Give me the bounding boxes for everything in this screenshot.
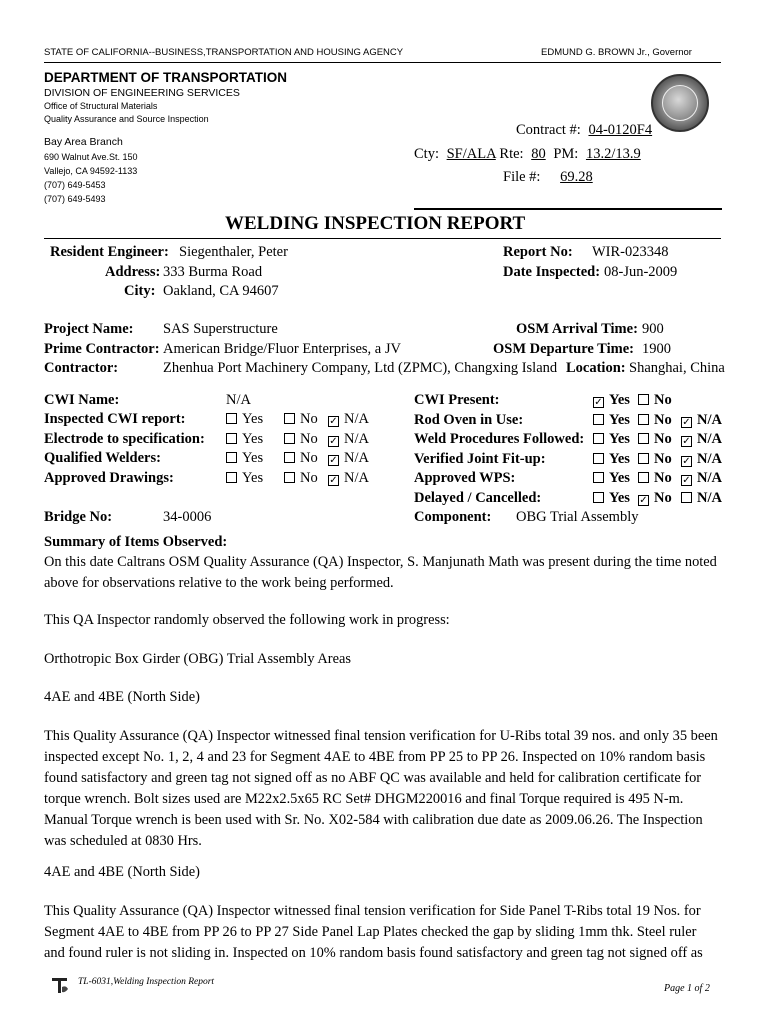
left-row-yes-checkbox[interactable] bbox=[226, 452, 237, 463]
right-row-yes-checkbox[interactable]: ✓ bbox=[594, 397, 603, 408]
office-name: Office of Structural Materials bbox=[44, 101, 158, 111]
report-title: WELDING INSPECTION REPORT bbox=[225, 213, 526, 234]
right-row-label: Weld Procedures Followed: bbox=[414, 431, 585, 447]
cty-label: Cty: bbox=[414, 146, 439, 162]
right-row-no-checkbox[interactable]: ✓ bbox=[639, 494, 648, 506]
right-row-yes-label: Yes bbox=[609, 489, 630, 506]
file-value: 69.28 bbox=[560, 169, 593, 185]
right-row-na-label: N/A bbox=[697, 489, 722, 506]
component-value: OBG Trial Assembly bbox=[516, 509, 639, 525]
division-name: DIVISION OF ENGINEERING SERVICES bbox=[44, 87, 240, 99]
rte-value: 80 bbox=[531, 146, 546, 162]
right-row-yes-label: Yes bbox=[609, 411, 630, 428]
left-row-yes-option[interactable] bbox=[226, 411, 263, 428]
left-row-no-option[interactable] bbox=[284, 450, 318, 467]
right-row-no-label: No bbox=[654, 470, 672, 486]
address-value: 333 Burma Road bbox=[163, 264, 263, 280]
date-inspected-value: 08-Jun-2009 bbox=[604, 264, 678, 280]
right-row-na-checkbox[interactable] bbox=[681, 492, 692, 503]
pm-label: PM: bbox=[553, 146, 579, 162]
contract-value: 04-0120F4 bbox=[588, 122, 653, 138]
bridge-no-label: Bridge No: bbox=[44, 509, 113, 525]
city-label: City: bbox=[124, 283, 156, 299]
right-row-no-label: No bbox=[654, 489, 672, 506]
summary-paragraph-4: 4AE and 4BE (North Side) bbox=[44, 689, 200, 705]
resident-engineer-value: Siegenthaler, Peter bbox=[179, 244, 288, 260]
right-row-no-checkbox[interactable] bbox=[638, 453, 649, 464]
right-row-na-checkbox[interactable]: ✓ bbox=[682, 416, 691, 428]
left-row-na-option[interactable] bbox=[328, 431, 369, 448]
left-row-label: Qualified Welders: bbox=[44, 450, 161, 466]
left-row-no-label: No bbox=[300, 469, 318, 486]
city-value: Oakland, CA 94607 bbox=[163, 283, 279, 299]
component-label: Component: bbox=[414, 509, 492, 525]
left-row-na-label: N/A bbox=[344, 411, 369, 427]
rte-label: Rte: bbox=[499, 146, 524, 162]
right-row-no-label: No bbox=[654, 450, 672, 467]
right-row-na-label: N/A bbox=[697, 411, 722, 428]
right-row-yes-option[interactable] bbox=[593, 412, 630, 429]
left-row-yes-option[interactable] bbox=[226, 450, 263, 467]
location-label: Location: bbox=[566, 360, 626, 376]
summary-paragraph-3: Orthotropic Box Girder (OBG) Trial Assembly Areas bbox=[44, 651, 351, 667]
right-row-yes-option[interactable] bbox=[593, 431, 630, 448]
right-row-na-label: N/A bbox=[697, 450, 722, 467]
project-name-label: Project Name: bbox=[44, 321, 134, 337]
right-row-label: CWI Present: bbox=[414, 392, 500, 408]
right-row-na-option[interactable] bbox=[681, 431, 722, 448]
right-row-no-checkbox[interactable] bbox=[638, 394, 649, 405]
address-label: Address: bbox=[105, 264, 161, 280]
left-row-label: Inspected CWI report: bbox=[44, 411, 186, 427]
cwi-name-label: CWI Name: bbox=[44, 392, 120, 408]
pm-value: 13.2/13.9 bbox=[585, 146, 641, 162]
left-row-na-option[interactable] bbox=[328, 450, 369, 467]
right-row-na-label: N/A bbox=[697, 470, 722, 486]
file-line bbox=[503, 169, 593, 186]
title-rule bbox=[414, 208, 722, 210]
right-row-na-checkbox[interactable]: ✓ bbox=[682, 436, 691, 447]
route-line bbox=[414, 146, 684, 163]
left-row-na-label: N/A bbox=[344, 450, 369, 466]
summary-paragraph-1: On this date Caltrans OSM Quality Assurance (QA) Inspector, S. Manjunath Math was present during the time noted above for observations relative to the work being performed. bbox=[44, 554, 717, 591]
left-row-no-label: No bbox=[300, 450, 318, 466]
caltrans-logo-icon bbox=[50, 975, 70, 995]
right-row-no-option[interactable] bbox=[638, 470, 672, 487]
left-row-yes-label: Yes bbox=[242, 430, 264, 447]
left-row-no-checkbox[interactable] bbox=[284, 433, 295, 444]
qa-name: Quality Assurance and Source Inspection bbox=[44, 114, 209, 124]
right-row-no-checkbox[interactable] bbox=[638, 472, 649, 483]
right-row-na-label: N/A bbox=[697, 431, 722, 447]
contract-label: Contract #: bbox=[516, 122, 581, 138]
right-row-yes-label: Yes bbox=[609, 392, 630, 408]
left-row-no-option[interactable] bbox=[284, 431, 318, 448]
state-seal-icon bbox=[651, 74, 709, 132]
branch-phone1: (707) 649-5453 bbox=[44, 180, 106, 190]
contractor-value: Zhenhua Port Machinery Company, Ltd (ZPMC), Changxing Island bbox=[163, 360, 558, 376]
right-row-yes-checkbox[interactable] bbox=[593, 414, 604, 425]
right-row-yes-option[interactable] bbox=[593, 470, 630, 487]
prime-contractor-value: American Bridge/Fluor Enterprises, a JV bbox=[163, 341, 401, 357]
left-row-yes-option[interactable] bbox=[226, 470, 263, 487]
right-row-label: Rod Oven in Use: bbox=[414, 411, 524, 428]
right-row-no-label: No bbox=[654, 431, 672, 447]
osm-arrival-value: 900 bbox=[642, 321, 664, 337]
osm-arrival-label: OSM Arrival Time: bbox=[516, 321, 638, 337]
left-row-na-option[interactable] bbox=[328, 411, 369, 428]
left-row-yes-label: Yes bbox=[242, 450, 264, 466]
footer-form-name: TL-6031,Welding Inspection Report bbox=[78, 977, 215, 987]
branch-phone2: (707) 649-5493 bbox=[44, 194, 106, 204]
title-underline bbox=[44, 238, 721, 239]
right-row-no-checkbox[interactable] bbox=[638, 414, 649, 425]
right-row-no-label: No bbox=[654, 392, 672, 408]
left-row-no-label: No bbox=[300, 430, 318, 447]
left-row-yes-label: Yes bbox=[242, 411, 264, 427]
footer-page-number: Page 1 of 2 bbox=[664, 983, 710, 994]
summary-paragraph-5: This Quality Assurance (QA) Inspector witnessed final tension verification for U-Ribs total 39 nos. and only 35 been inspected except No. 1, 2, 4 and 23 for Segment 4AE to 4BE from PP 25 to PP 26. Inspected on 10% random basis found satisfactory and green tag not signed off as no ABF QC was available and held for calibration certificate for torque wrench. Bolt sizes used are M22x2.5x65 RC Set# DHGM220016 and final Torque required is 495 N-m. Manual Torque wrench is been used with Sr. No. X02-584 with calibration due date as 2009.06.26. The Inspection was scheduled at 0830 Hrs. bbox=[44, 728, 718, 849]
right-row-yes-option[interactable] bbox=[593, 451, 630, 468]
contractor-label: Contractor: bbox=[44, 360, 119, 376]
left-row-yes-checkbox[interactable] bbox=[226, 433, 237, 444]
osm-departure-value: 1900 bbox=[642, 341, 671, 357]
report-no-label: Report No: bbox=[503, 244, 573, 260]
right-row-yes-option[interactable] bbox=[593, 392, 630, 409]
summary-heading: Summary of Items Observed: bbox=[44, 534, 228, 550]
right-row-no-option[interactable] bbox=[638, 490, 672, 507]
location-value: Shanghai, China bbox=[629, 360, 725, 376]
right-row-no-label: No bbox=[654, 411, 672, 428]
left-row-yes-checkbox[interactable] bbox=[226, 472, 237, 483]
right-row-na-option[interactable] bbox=[681, 470, 722, 487]
right-row-yes-option[interactable] bbox=[593, 490, 630, 507]
right-row-label: Delayed / Cancelled: bbox=[414, 489, 542, 506]
left-row-na-checkbox[interactable]: ✓ bbox=[329, 474, 338, 486]
right-row-yes-label: Yes bbox=[609, 470, 630, 486]
left-row-no-checkbox[interactable] bbox=[284, 472, 295, 483]
right-row-yes-checkbox[interactable] bbox=[593, 453, 604, 464]
left-row-no-checkbox[interactable] bbox=[284, 413, 295, 424]
left-row-yes-checkbox[interactable] bbox=[226, 413, 237, 424]
left-row-na-label: N/A bbox=[344, 430, 369, 447]
contract-line bbox=[516, 122, 652, 139]
project-name-value: SAS Superstructure bbox=[163, 321, 278, 337]
right-row-na-option[interactable] bbox=[681, 412, 722, 429]
left-row-no-option[interactable] bbox=[284, 470, 318, 487]
right-row-na-checkbox[interactable]: ✓ bbox=[682, 475, 691, 486]
prime-contractor-label: Prime Contractor: bbox=[44, 341, 160, 357]
governor-header: EDMUND G. BROWN Jr., Governor bbox=[541, 47, 692, 58]
right-row-no-checkbox[interactable] bbox=[638, 433, 649, 444]
osm-departure-label: OSM Departure Time: bbox=[493, 341, 634, 357]
left-row-no-checkbox[interactable] bbox=[284, 452, 295, 463]
left-row-na-checkbox[interactable]: ✓ bbox=[329, 455, 338, 466]
right-row-na-option[interactable] bbox=[681, 451, 722, 468]
right-row-no-option[interactable] bbox=[638, 451, 672, 468]
right-row-yes-checkbox[interactable] bbox=[593, 433, 604, 444]
branch-address-line1: 690 Walnut Ave.St. 150 bbox=[44, 152, 138, 162]
right-row-no-option[interactable] bbox=[638, 431, 672, 448]
left-row-no-option[interactable] bbox=[284, 411, 318, 428]
left-row-label: Electrode to specification: bbox=[44, 430, 205, 447]
right-row-yes-label: Yes bbox=[609, 450, 630, 467]
left-row-yes-label: Yes bbox=[242, 469, 264, 486]
resident-engineer-label: Resident Engineer: bbox=[50, 244, 169, 260]
right-row-no-option[interactable] bbox=[638, 412, 672, 429]
file-label: File #: bbox=[503, 169, 541, 185]
branch-name: Bay Area Branch bbox=[44, 136, 123, 148]
date-inspected-label: Date Inspected: bbox=[503, 264, 601, 280]
right-row-yes-label: Yes bbox=[609, 431, 630, 447]
bridge-no-value: 34-0006 bbox=[163, 509, 212, 525]
right-row-yes-checkbox[interactable] bbox=[593, 492, 604, 503]
left-row-na-checkbox[interactable]: ✓ bbox=[329, 416, 338, 427]
right-row-label: Approved WPS: bbox=[414, 470, 516, 486]
right-row-na-option[interactable] bbox=[681, 490, 722, 507]
cty-value: SF/ALA bbox=[446, 146, 496, 162]
header-rule bbox=[44, 62, 721, 63]
right-row-na-checkbox[interactable]: ✓ bbox=[682, 455, 691, 467]
department-name: DEPARTMENT OF TRANSPORTATION bbox=[44, 70, 287, 85]
right-row-label: Verified Joint Fit-up: bbox=[414, 450, 546, 467]
right-row-no-option[interactable] bbox=[638, 392, 672, 409]
report-no-value: WIR-023348 bbox=[592, 244, 669, 260]
summary-paragraph-6: 4AE and 4BE (North Side) bbox=[44, 864, 200, 880]
cwi-name-value: N/A bbox=[226, 392, 251, 408]
summary-paragraph-7: This Quality Assurance (QA) Inspector witnessed final tension verification for Side Panel T-Ribs total 19 Nos. for Segment 4AE to 4BE from PP 26 to PP 27 Side Panel Lap Plates checked the gap by sliding 1mm thk. Steel ruler and found ruler is not sliding in. Inspected on 10% random basis found satisfactory and green tag not signed off as bbox=[44, 903, 703, 961]
left-row-no-label: No bbox=[300, 411, 318, 427]
left-row-na-label: N/A bbox=[344, 469, 369, 486]
right-row-yes-checkbox[interactable] bbox=[593, 472, 604, 483]
branch-address-line2: Vallejo, CA 94592-1133 bbox=[44, 166, 138, 176]
left-row-yes-option[interactable] bbox=[226, 431, 263, 448]
agency-header: STATE OF CALIFORNIA--BUSINESS,TRANSPORTATION AND HOUSING AGENCY bbox=[44, 47, 404, 58]
left-row-na-option[interactable] bbox=[328, 470, 369, 487]
summary-paragraph-2: This QA Inspector randomly observed the following work in progress: bbox=[44, 612, 450, 628]
left-row-label: Approved Drawings: bbox=[44, 469, 174, 486]
left-row-na-checkbox[interactable]: ✓ bbox=[329, 435, 338, 447]
